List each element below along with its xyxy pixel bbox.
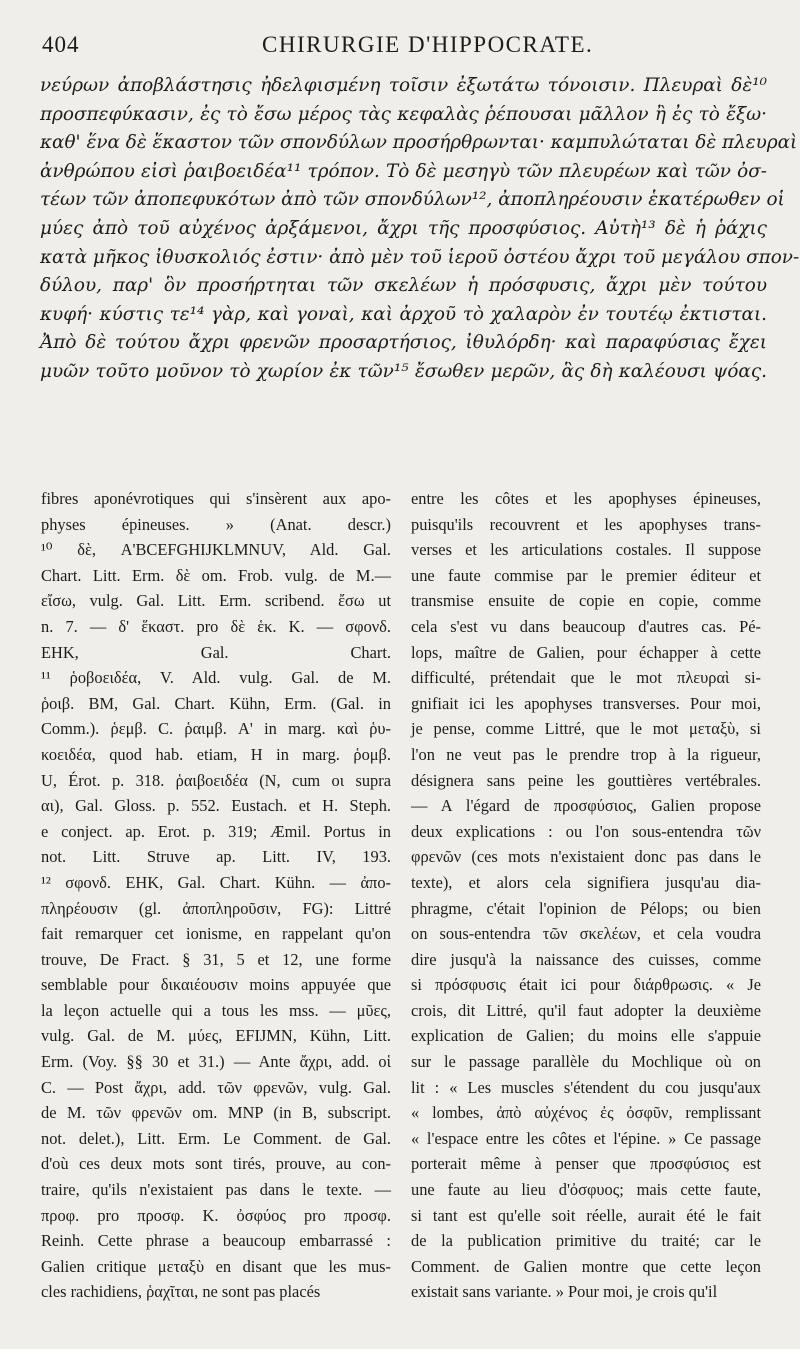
note-line: phragme, c'était l'opinion de Pélops; ou bien: [411, 898, 761, 918]
notes-right-column: [411, 486, 761, 1305]
note-line: « lombes, ἀπὸ αὐχένος ἐς ὀσφῦν, remplissant: [411, 1103, 761, 1123]
note-line: une faute commise par le premier éditeur et: [411, 565, 761, 585]
notes-left-column: [41, 486, 391, 1305]
note-line: traire, qu'ils n'existaient pas dans le texte. —: [41, 1180, 391, 1200]
note-line: Comm.). ῥεμβ. C. ῥαιμβ. A' in marg. καὶ ῥυ-: [41, 719, 391, 739]
note-line: — A l'égard de προσφύσιος, Galien propose: [411, 796, 761, 816]
greek-line: κυφή· κύστις τε¹⁴ γὰρ, καὶ γοναὶ, καὶ ἀρχοῦ τὸ χαλαρὸν ἐν τουτέῳ ἐκτισται.: [40, 303, 767, 325]
note-line: ¹² σφονδ. EHK, Gal. Chart. Kühn. — ἀπο-: [41, 872, 391, 892]
note-line: U, Érot. p. 318. ῥαιβοειδέα (N, cum οι supra: [41, 770, 391, 790]
note-line: « l'espace entre les côtes et l'épine. » Ce passage: [411, 1128, 761, 1148]
greek-text-block: [40, 72, 800, 387]
greek-line: ἀνθρώπου εἰσὶ ῥαιβοειδέα¹¹ τρόπον. Τὸ δὲ μεσηγὺ τῶν πλευρέων καὶ τῶν ὀσ-: [40, 160, 767, 182]
note-line: Chart. Litt. Erm. δὲ om. Frob. vulg. de M.—: [41, 565, 391, 585]
running-title: CHIRURGIE D'HIPPOCRATE.: [262, 32, 594, 57]
note-line: d'où ces deux mots sont tirés, prouve, au con-: [41, 1154, 391, 1174]
note-line: Erm. (Voy. §§ 30 et 31.) — Ante ἄχρι, add. οἱ: [41, 1052, 391, 1072]
note-line: crois, dit Littré, qu'il faut adopter la deuxième: [411, 1000, 761, 1020]
note-line: e conject. ap. Erot. p. 319; Æmil. Portus in: [41, 821, 391, 841]
note-line: αι), Gal. Gloss. p. 552. Eustach. et H. Steph.: [41, 796, 391, 816]
note-line: l'on ne veut pas le prendre trop à la rigueur,: [411, 744, 761, 764]
note-line: sur le passage parallèle du Mochlique où on: [411, 1052, 761, 1072]
greek-line: μυῶν τοῦτο μοῦνον τὸ χωρίον ἐκ τῶν¹⁵ ἔσωθεν μερῶν, ἃς δὴ καλέουσι ψόας.: [40, 360, 767, 382]
note-line: semblable pour δικαιέουσιν moins appuyée que: [41, 975, 391, 995]
note-line: on sous-entendra τῶν σκελέων, et cela voudra: [411, 924, 761, 944]
note-line: Comment. de Galien montre que cette leçon: [411, 1256, 761, 1276]
note-line: not. Litt. Struve ap. Litt. IV, 193.: [41, 847, 391, 867]
note-line: ¹⁰ δὲ, A'BCEFGHIJKLMNUV, Ald. Gal.: [41, 540, 391, 560]
page-header: [42, 30, 764, 64]
greek-line: μύες ἀπὸ τοῦ αὐχένος ἀρξάμενοι, ἄχρι τῆς προσφύσιος. Αὐτὴ¹³ δὲ ἡ ῥάχις: [40, 217, 767, 239]
note-line: transmise ensuite de copie en copie, comme: [411, 591, 761, 611]
note-line: EHK, Gal. Chart.: [41, 642, 391, 662]
note-line: εἴσω, vulg. Gal. Litt. Erm. scribend. ἔσω ut: [41, 591, 391, 611]
note-line: la leçon actuelle qui a tous les mss. — μῦες,: [41, 1000, 391, 1020]
note-line: ¹¹ ῥοβοειδέα, V. Ald. vulg. Gal. de M.: [41, 668, 391, 688]
note-line: texte), et alors cela signifiera jusqu'au dia-: [411, 872, 761, 892]
note-line: une faute au lieu d'ὀσφυος; mais cette faute,: [411, 1180, 761, 1200]
note-line: entre les côtes et les apophyses épineuses,: [411, 489, 761, 508]
note-line: difficulté, prétendait que le mot πλευραὶ si-: [411, 668, 761, 688]
note-line: puisqu'ils recouvrent et les apophyses trans-: [411, 514, 761, 534]
note-line: lops, maître de Galien, pour échapper à cette: [411, 642, 761, 662]
note-line: si tant est qu'elle soit réelle, aurait été le fait: [411, 1205, 761, 1225]
note-line: ῥοιβ. BM, Gal. Chart. Kühn, Erm. (Gal. in: [41, 693, 391, 713]
note-line: πληρέουσιν (gl. ἀποπληροῦσιν, FG): Littré: [41, 898, 391, 918]
note-line: je pense, comme Littré, que le mot μεταξὺ, si: [411, 719, 761, 739]
greek-line: τέων τῶν ἀποπεφυκότων ἀπὸ τῶν σπονδύλων¹², ἀποπληρέουσιν ἑκατέρωθεν οἱ: [40, 189, 785, 211]
note-line: si πρόσφυσις était ici pour διάρθρωσις. « Je: [411, 975, 761, 995]
note-line: C. — Post ἄχρι, add. τῶν φρενῶν, vulg. Gal.: [41, 1077, 391, 1097]
greek-line: προσπεφύκασιν, ἐς τὸ ἔσω μέρος τὰς κεφαλὰς ῥέπουσαι μᾶλλον ἢ ἐς τὸ ἔξω·: [40, 103, 767, 125]
note-line: lit : « Les muscles s'étendent du cou jusqu'aux: [411, 1077, 761, 1097]
note-line: de la publication primitive du traité; car le: [411, 1231, 761, 1251]
note-line: explication de Galien; du moins elle s'appuie: [411, 1026, 761, 1046]
note-line: not. delet.), Litt. Erm. Le Comment. de Gal.: [41, 1128, 391, 1148]
note-line: fibres aponévrotiques qui s'insèrent aux apo-: [41, 489, 391, 508]
note-line: vulg. Gal. de M. μύες, EFIJMN, Kühn, Litt.: [41, 1026, 391, 1046]
note-line: φρενῶν (ces mots n'existaient donc pas dans le: [411, 847, 761, 867]
note-line: προφ. pro προσφ. K. ὀσφύος pro προσφ.: [41, 1205, 391, 1225]
note-line: deux explications : ou l'on sous-entendra τῶν: [411, 821, 761, 841]
note-line: fait remarquer cet ionisme, en rappelant qu'on: [41, 924, 391, 944]
greek-line: νεύρων ἀποβλάστησις ἠδελφισμένη τοῖσιν ἐξωτάτω τόνοισιν. Πλευραὶ δὲ¹⁰: [40, 75, 767, 96]
note-line: κοειδέα, quod hab. etiam, H in marg. ῥομβ.: [41, 744, 391, 764]
greek-line: Ἀπὸ δὲ τούτου ἄχρι φρενῶν προσαρτήσιος, ἰθυλόρδη· καὶ παραφύσιας ἔχει: [40, 332, 767, 354]
greek-line: δύλου, παρ' ὃν προσήρτηται τῶν σκελέων ἡ πρόσφυσις, ἄχρι μὲν τούτου: [40, 275, 767, 297]
note-line: verses et les articulations costales. Il suppose: [411, 540, 761, 560]
note-line: cela s'est vu dans beaucoup d'autres cas. Pé-: [411, 616, 761, 636]
note-line: n. 7. — δ' ἕκαστ. pro δὲ ἑκ. K. — σφονδ.: [41, 616, 391, 636]
note-line: Galien critique μεταξὺ en disant que les mus-: [41, 1256, 391, 1276]
note-line: dire jusqu'à la naissance des cuisses, comme: [411, 949, 761, 969]
note-line: gnifiait ici les apophyses transverses. Pour moi,: [411, 693, 761, 713]
note-line: physes épineuses. » (Anat. descr.): [41, 514, 391, 534]
note-line: Reinh. Cette phrase a beaucoup embarrassé :: [41, 1231, 391, 1251]
note-line: cles rachidiens, ῥαχῖται, ne sont pas placés: [41, 1282, 321, 1302]
page-number: 404: [42, 32, 80, 57]
note-line: désignera sans peine les gouttières vertébrales.: [411, 770, 761, 790]
note-line: existait sans variante. » Pour moi, je crois qu'il: [411, 1282, 718, 1302]
note-line: porterait même à penser que προσφύσιος est: [411, 1154, 761, 1174]
greek-line: καθ' ἕνα δὲ ἕκαστον τῶν σπονδύλων προσήρθρωνται· καμπυλώταται δὲ πλευραὶ: [40, 132, 798, 154]
note-line: de M. τῶν φρενῶν om. MNP (in B, subscript.: [41, 1103, 391, 1123]
note-line: trouve, De Fract. § 31, 5 et 12, une forme: [41, 949, 391, 969]
greek-line: κατὰ μῆκος ἰθυσκολιός ἐστιν· ἀπὸ μὲν τοῦ ἱεροῦ ὀστέου ἄχρι τοῦ μεγάλου σπον-: [40, 246, 800, 268]
